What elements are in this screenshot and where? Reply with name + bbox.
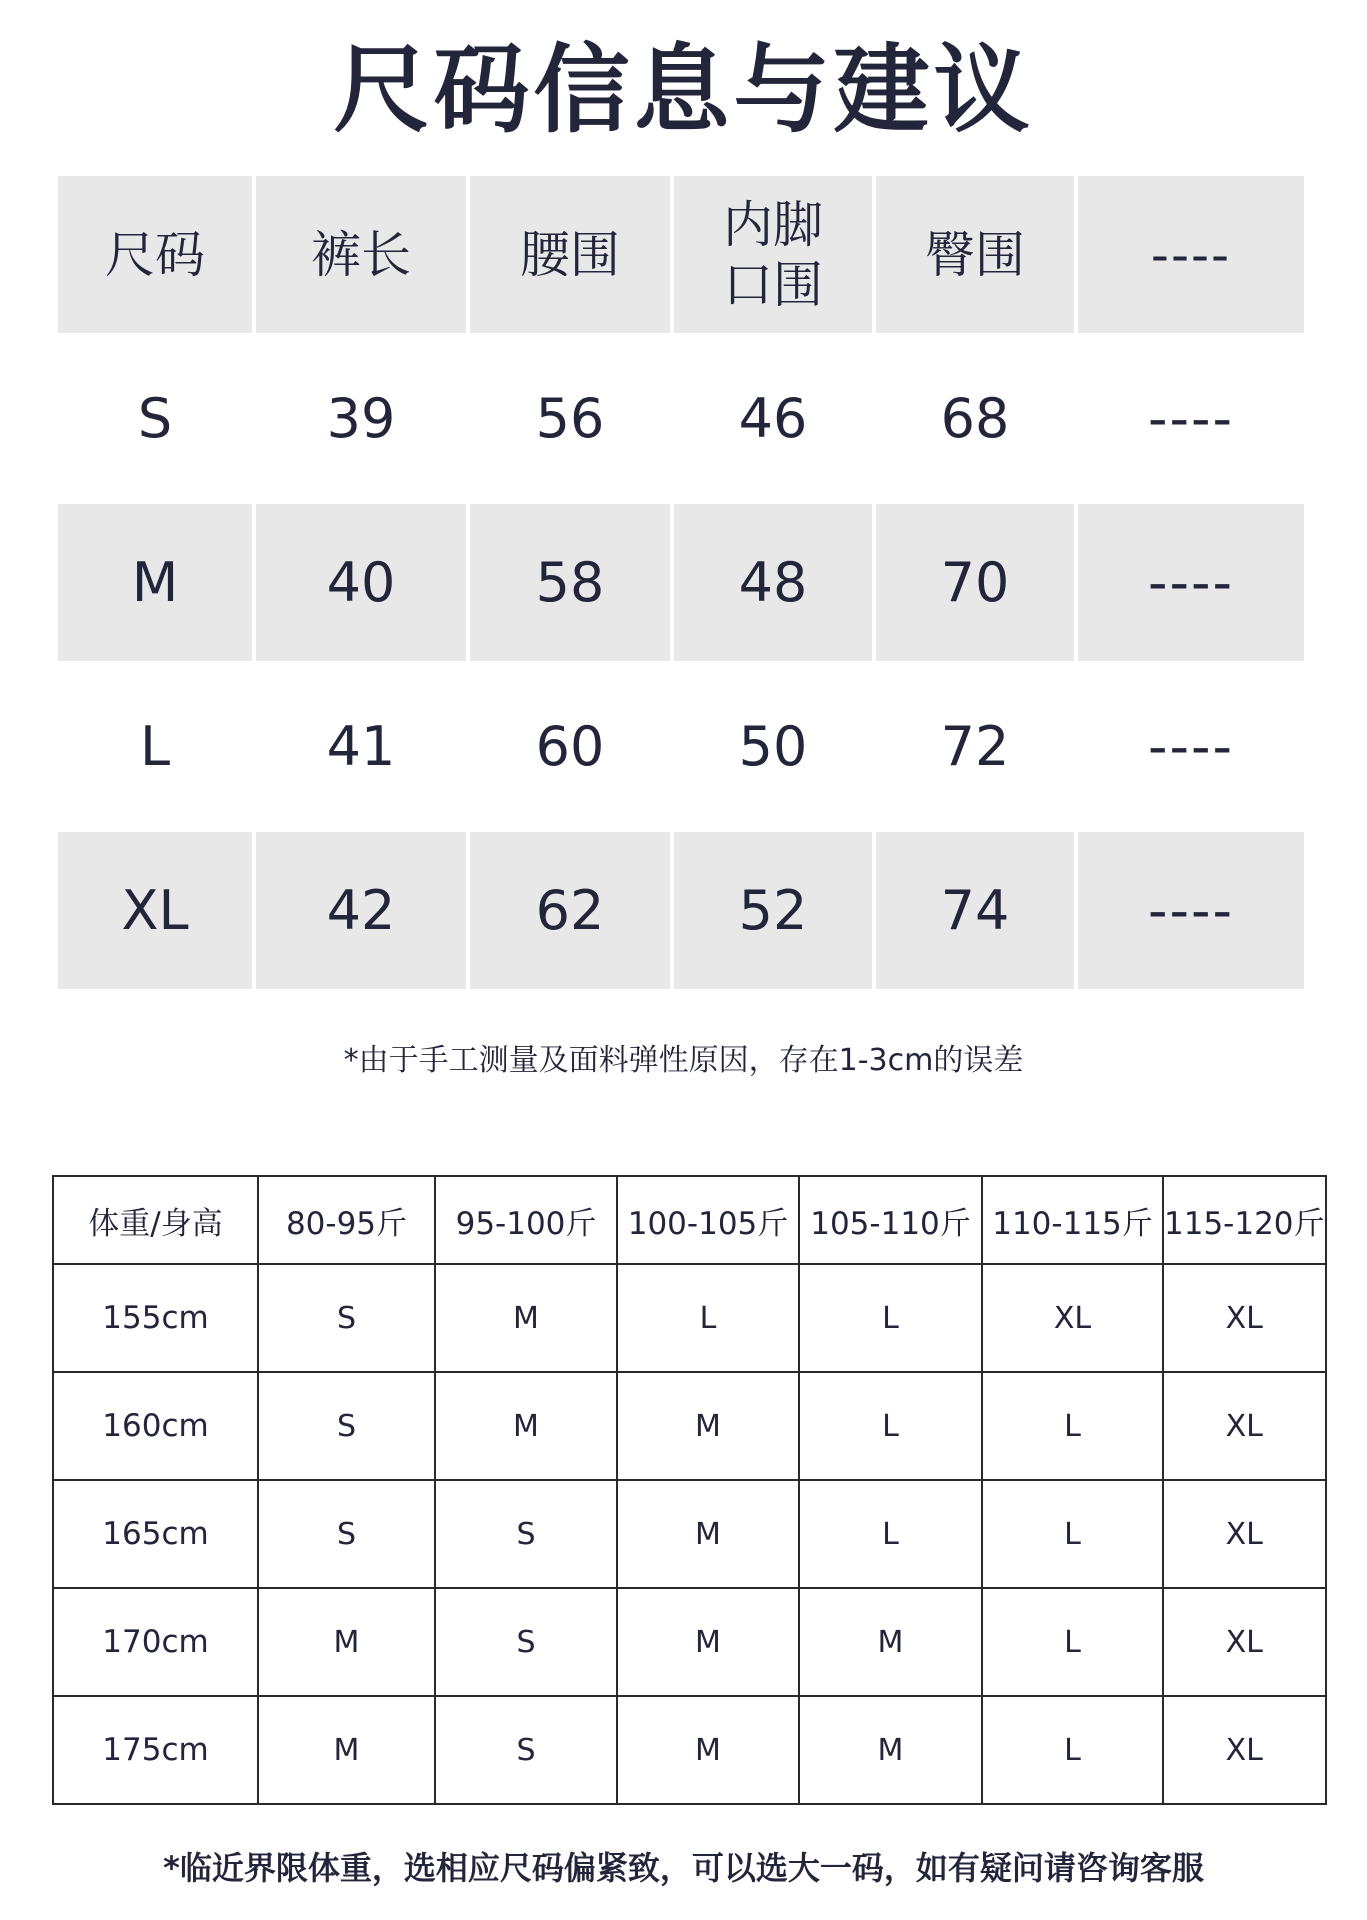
header-cell: 80-95斤 — [258, 1176, 435, 1264]
header-cell: 95-100斤 — [435, 1176, 617, 1264]
value-cell: 48 — [674, 504, 872, 661]
size-cell: S — [258, 1264, 435, 1372]
size-cell: M — [58, 504, 252, 661]
size-cell: M — [617, 1588, 799, 1696]
header-cell: 105-110斤 — [799, 1176, 982, 1264]
header-cell: 110-115斤 — [982, 1176, 1163, 1264]
header-cell: 腰围 — [470, 176, 670, 333]
header-cell-text: 内脚口围 — [723, 195, 823, 314]
size-cell: S — [435, 1588, 617, 1696]
table-row — [53, 1372, 1326, 1480]
size-table — [58, 176, 1308, 996]
value-cell: ---- — [1078, 504, 1304, 661]
value-cell: 41 — [326, 715, 396, 778]
size-cell: XL — [982, 1264, 1163, 1372]
table-row — [53, 1696, 1326, 1804]
size-cell: XL — [1163, 1480, 1326, 1588]
table-row — [53, 1264, 1326, 1372]
size-row — [58, 504, 1308, 661]
value-cell: 46 — [738, 387, 808, 450]
size-cell: L — [799, 1264, 982, 1372]
header-cell: 115-120斤 — [1163, 1176, 1326, 1264]
value-cell: ---- — [1078, 832, 1304, 989]
recommendation-header-row — [53, 1176, 1326, 1264]
value-cell: 70 — [876, 504, 1074, 661]
value-cell: 52 — [674, 832, 872, 989]
height-cell: 170cm — [53, 1588, 258, 1696]
size-cell: L — [982, 1480, 1163, 1588]
value-cell: 42 — [256, 832, 466, 989]
value-cell: 50 — [738, 715, 808, 778]
size-cell: M — [799, 1696, 982, 1804]
size-cell: L — [799, 1372, 982, 1480]
recommendation-table — [52, 1175, 1327, 1805]
size-cell: S — [258, 1372, 435, 1480]
size-cell: L — [139, 715, 171, 778]
height-cell: 160cm — [53, 1372, 258, 1480]
header-cell: 尺码 — [58, 176, 252, 333]
table-row — [53, 1588, 1326, 1696]
table-row — [53, 1480, 1326, 1588]
size-cell: XL — [58, 832, 252, 989]
header-cell: 100-105斤 — [617, 1176, 799, 1264]
size-cell: XL — [1163, 1264, 1326, 1372]
size-cell: M — [258, 1696, 435, 1804]
value-cell: 39 — [326, 387, 396, 450]
header-cell — [674, 176, 872, 333]
size-cell: XL — [1163, 1372, 1326, 1480]
size-cell: M — [435, 1372, 617, 1480]
size-advice-note: *临近界限体重，选相应尺码偏紧致，可以选大一码，如有疑问请咨询客服 — [163, 1849, 1204, 1887]
value-cell: ---- — [1148, 715, 1234, 778]
size-row — [58, 832, 1308, 989]
header-cell: 体重/身高 — [53, 1176, 258, 1264]
size-cell: XL — [1163, 1588, 1326, 1696]
size-cell: L — [982, 1588, 1163, 1696]
value-cell: 62 — [470, 832, 670, 989]
size-cell: L — [617, 1264, 799, 1372]
size-cell: L — [799, 1480, 982, 1588]
value-cell: 72 — [940, 715, 1010, 778]
size-cell: S — [258, 1480, 435, 1588]
size-cell: M — [617, 1480, 799, 1588]
size-row — [58, 668, 1308, 825]
size-cell: XL — [1163, 1696, 1326, 1804]
value-cell: 68 — [940, 387, 1010, 450]
value-cell: ---- — [1148, 387, 1234, 450]
size-cell: M — [799, 1588, 982, 1696]
value-cell: 58 — [470, 504, 670, 661]
size-cell: S — [435, 1696, 617, 1804]
size-cell: S — [137, 387, 173, 450]
size-cell: M — [617, 1372, 799, 1480]
size-cell: S — [435, 1480, 617, 1588]
measurement-note: *由于手工测量及面料弹性原因，存在1-3cm的误差 — [343, 1043, 1024, 1078]
page-title: 尺码信息与建议 — [333, 34, 1034, 146]
header-cell: 裤长 — [256, 176, 466, 333]
height-cell: 165cm — [53, 1480, 258, 1588]
size-cell: M — [617, 1696, 799, 1804]
value-cell: 60 — [535, 715, 605, 778]
size-cell: L — [982, 1372, 1163, 1480]
size-cell: M — [435, 1264, 617, 1372]
value-cell: 40 — [256, 504, 466, 661]
size-table-header — [58, 176, 1308, 333]
header-cell: 臀围 — [876, 176, 1074, 333]
size-row — [58, 340, 1308, 497]
size-cell: L — [982, 1696, 1163, 1804]
value-cell: 56 — [535, 387, 605, 450]
height-cell: 155cm — [53, 1264, 258, 1372]
size-cell: M — [258, 1588, 435, 1696]
height-cell: 175cm — [53, 1696, 258, 1804]
header-cell: ---- — [1078, 176, 1304, 333]
value-cell: 74 — [876, 832, 1074, 989]
